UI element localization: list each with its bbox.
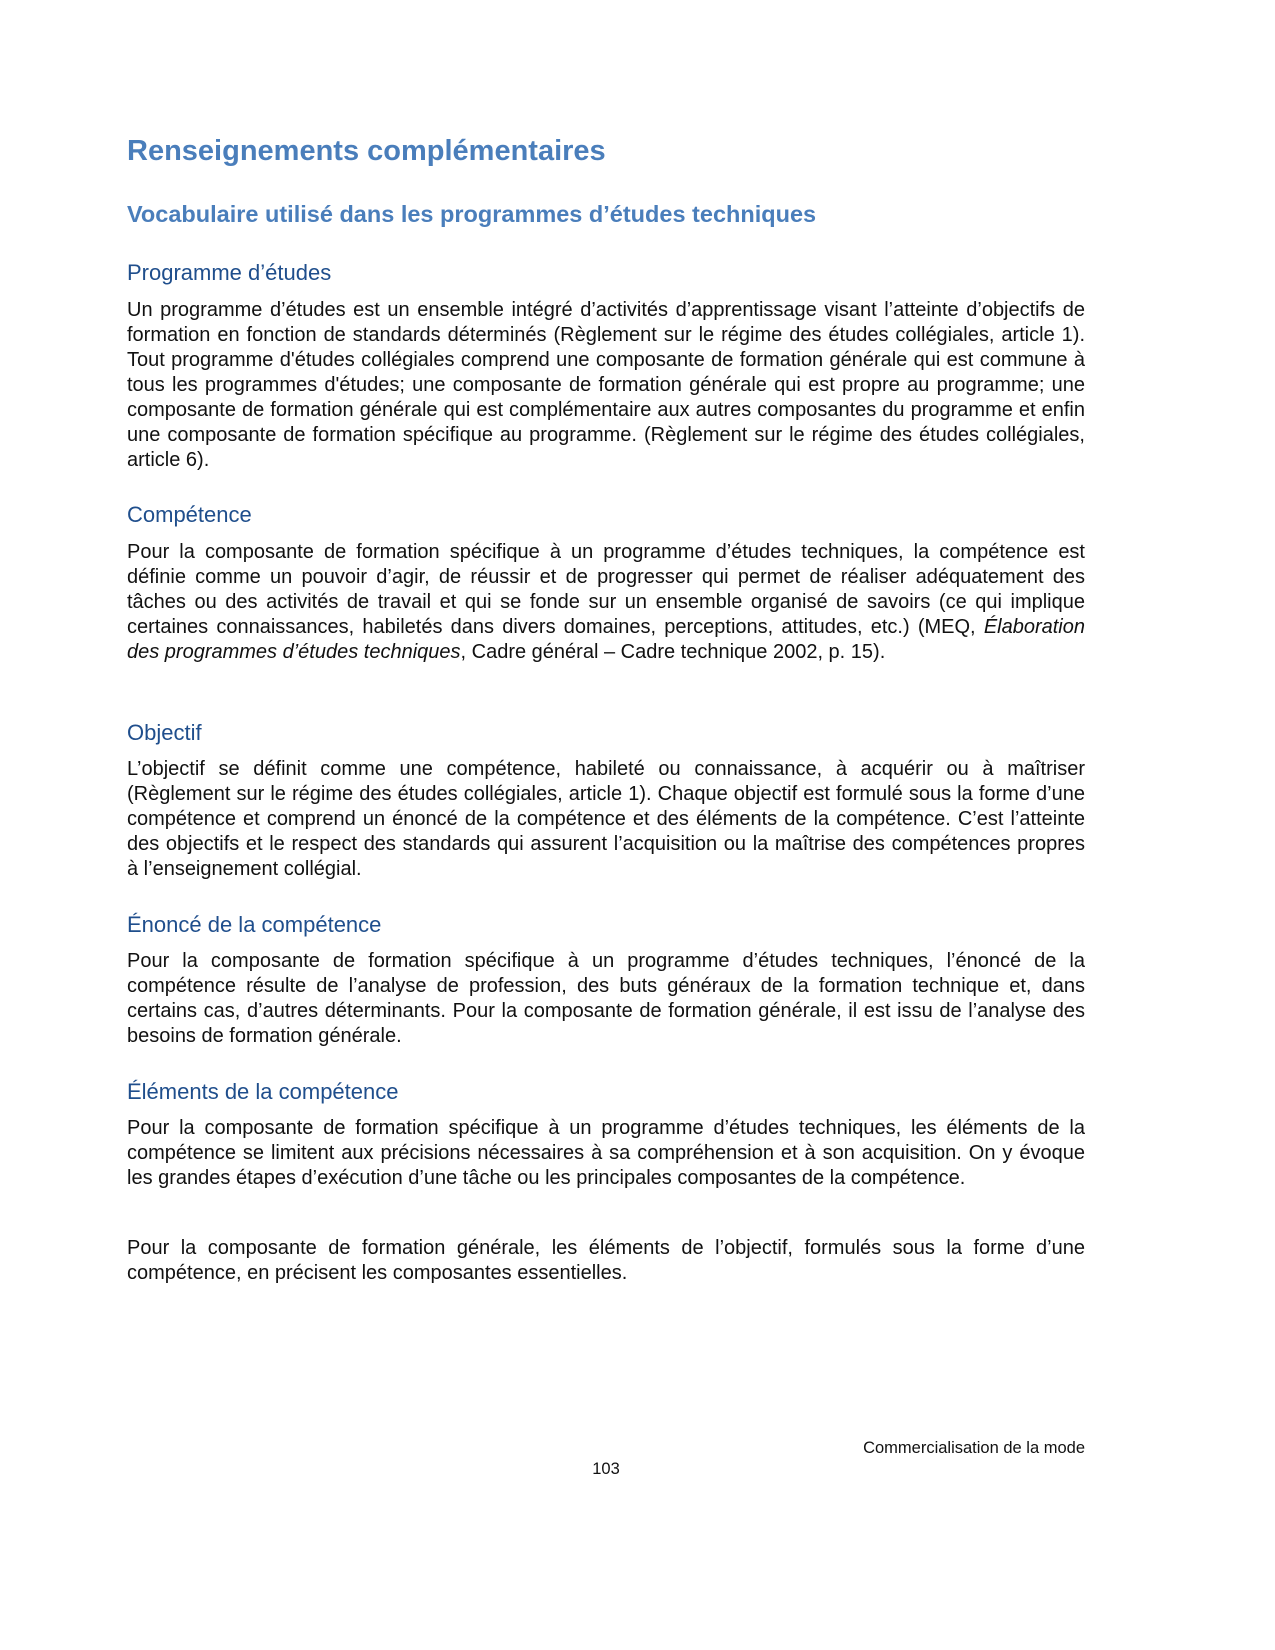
page-number: 103	[592, 1460, 620, 1478]
document-title-italic: Élaboration des programmes d’études techniques	[127, 616, 1085, 663]
paragraph-enonce: Pour la composante de formation spécifique à un programme d’études techniques, l’énoncé de la compétence résulte de l’analyse de profession, des buts généraux de la formation technique et, dans certains cas, d’autres déterminants. Pour la composante de formation générale, il est issu de l’analyse des besoins de formation générale.	[127, 950, 1085, 1047]
paragraph-text: , Cadre général – Cadre technique 2002, p. 15).	[460, 641, 886, 663]
heading-competence: Compétence	[127, 502, 252, 527]
heading-enonce: Énoncé de la compétence	[127, 912, 382, 937]
paragraph-programme: Un programme d’études est un ensemble intégré d’activités d’apprentissage visant l’atteinte d’objectifs de formation en fonction de standards déterminés (Règlement sur le régime des études collégiales, article 1). Tout programme d'études collégiales comprend une composante de formation générale qui est commune à tous les programmes d'études; une composante de formation générale qui est propre au programme; une composante de formation générale qui est complémentaire aux autres composantes du programme et enfin une composante de formation spécifique au programme. (Règlement sur le régime des études collégiales, article 6).	[127, 299, 1085, 471]
footer-program-name: Commercialisation de la mode	[863, 1439, 1085, 1457]
paragraph-objectif: L’objectif se définit comme une compétence, habileté ou connaissance, à acquérir ou à maîtriser (Règlement sur le régime des études collégiales, article 1). Chaque objectif est formulé sous la forme d’une compétence et comprend un énoncé de la compétence et des éléments de la compétence. C’est l’atteinte des objectifs et le respect des standards qui assurent l’acquisition ou la maîtrise des compétences propres à l’enseignement collégial.	[127, 758, 1085, 880]
paragraph-competence	[127, 540, 1085, 665]
section-subtitle: Vocabulaire utilisé dans les programmes d’études techniques	[127, 201, 817, 227]
heading-programme: Programme d’études	[127, 260, 332, 285]
heading-objectif: Objectif	[127, 720, 202, 745]
heading-elements: Éléments de la compétence	[127, 1079, 399, 1104]
paragraph-text: Pour la composante de formation spécifique à un programme d’études techniques, la compétence est définie comme un pouvoir d’agir, de réussir et de progresser qui permet de réaliser adéquatement des tâches ou des activités de travail et qui se fonde sur un ensemble organisé de savoirs (ce qui implique certaines connaissances, habiletés dans divers domaines, perceptions, attitudes, etc.) (MEQ,	[127, 541, 1085, 638]
paragraph-elements: Pour la composante de formation spécifique à un programme d’études techniques, les éléments de la compétence se limitent aux précisions nécessaires à sa compréhension et à son acquisition. On y évoque les grandes étapes d’exécution d’une tâche ou les principales composantes de la compétence.	[127, 1117, 1085, 1189]
page-title: Renseignements complémentaires	[127, 135, 606, 167]
paragraph-elements-2: Pour la composante de formation générale, les éléments de l’objectif, formulés sous la forme d’une compétence, en précisent les composantes essentielles.	[127, 1237, 1085, 1284]
